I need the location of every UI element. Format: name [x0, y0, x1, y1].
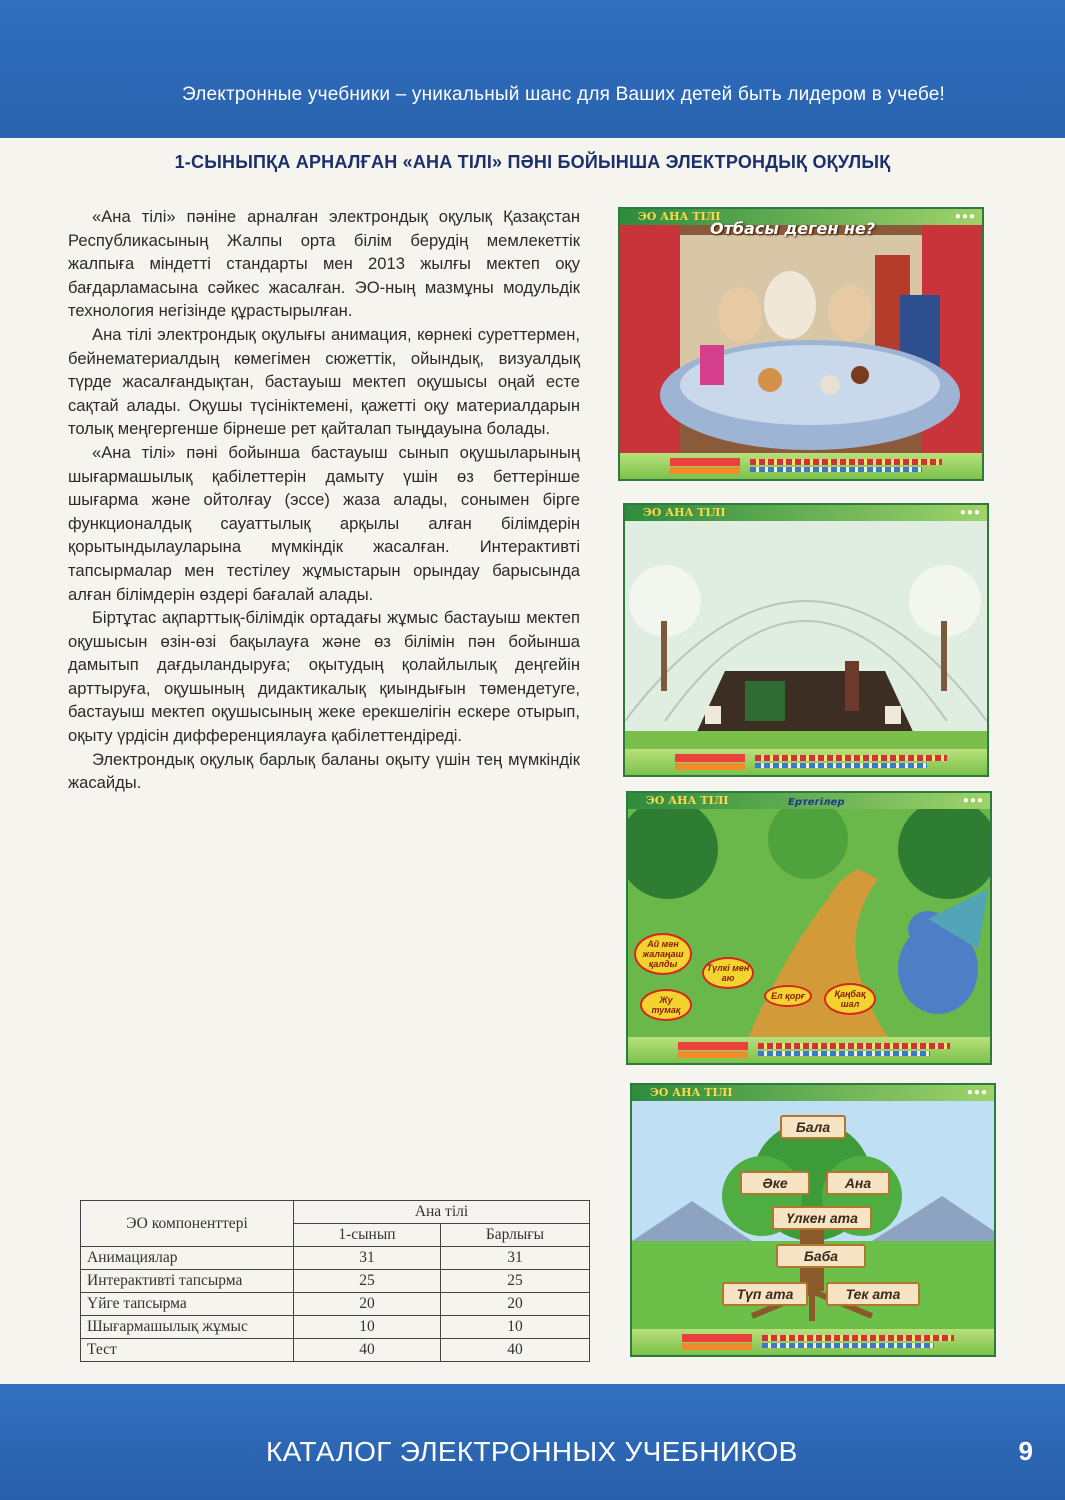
screenshot-family-tree — [630, 1083, 996, 1357]
table-row — [81, 1293, 590, 1316]
tree-node-tek-ata[interactable]: Тек ата — [826, 1282, 920, 1306]
col-header-grade: 1-сынып — [294, 1224, 441, 1247]
table-header-row — [81, 1201, 590, 1224]
tale-bubble[interactable]: Ай мен жалаңаш қалды — [634, 933, 692, 975]
top-banner — [0, 0, 1065, 138]
row-grade: 40 — [294, 1339, 441, 1362]
family-caption: Отбасы деген не? — [710, 219, 876, 238]
tree-node-ake[interactable]: Әке — [740, 1171, 810, 1195]
tree-node-ana[interactable]: Ана — [826, 1171, 890, 1195]
screenshot-family — [618, 207, 984, 481]
row-total: 10 — [440, 1316, 589, 1339]
bottom-banner — [0, 1384, 1065, 1500]
app-footer — [628, 1037, 990, 1063]
components-table — [80, 1200, 590, 1362]
tree-node-tup-ata[interactable]: Түп ата — [722, 1282, 808, 1306]
paragraph: «Ана тілі» пәні бойынша бастауыш сынып оқушыларының шығармашылық қабілеттерін дамыту үшін өз беттерінше шығарма және ойтолғау (эссе) жаза алады, сонымен бірге функционалдық сауаттылық арқылы алған білімдерін қорытындылауларына мүмкіндік жасалған. Интерактивті тапсырмалар мен тестілеу жұмыстарын орындау барысында алған білімдерін өздері бағалай алады. — [68, 442, 580, 604]
row-name: Үйге тапсырма — [81, 1293, 294, 1316]
app-footer — [632, 1329, 994, 1355]
tree-node-bala[interactable]: Бала — [780, 1115, 846, 1139]
screenshot-fairytales — [626, 791, 992, 1065]
window-controls-icon: ●●● — [962, 795, 984, 806]
app-footer — [620, 453, 982, 479]
row-name: Шығармашылық жұмыс — [81, 1316, 294, 1339]
greenhouse-illustration — [625, 521, 987, 749]
catalog-title: КАТАЛОГ ЭЛЕКТРОННЫХ УЧЕБНИКОВ — [266, 1436, 798, 1467]
table-row — [81, 1270, 590, 1293]
tale-bubble[interactable]: Жу тумақ — [640, 989, 692, 1021]
fairytale-caption: Ертегілер — [788, 797, 845, 808]
row-total: 40 — [440, 1339, 589, 1362]
app-title: ЭО АНА ТІЛІ — [646, 794, 729, 807]
app-title: ЭО АНА ТІЛІ — [643, 506, 726, 519]
window-controls-icon: ●●● — [959, 507, 981, 518]
row-total: 31 — [440, 1247, 589, 1270]
paragraph: Ана тілі электрондық оқулығы анимация, көрнекі суреттермен, бейнематериалдың көмегімен сюжеттік, ойындық, визуалдық түрде жасалғандықтан, бастауыш мектеп оқушысы оңай есте сақтай алады. Оқушы түсініктемені, қажетті оқу материалдарын толық меңгергенше бірнеше рет қайталап тыңдауына болады. — [68, 324, 580, 439]
row-name: Тест — [81, 1339, 294, 1362]
col-header-total: Барлығы — [440, 1224, 589, 1247]
family-scene-illustration — [620, 225, 982, 453]
body-text — [68, 205, 580, 795]
row-total: 25 — [440, 1270, 589, 1293]
slogan: Электронные учебники – уникальный шанс для Ваших детей быть лидером в учебе! — [181, 84, 945, 105]
row-grade: 20 — [294, 1293, 441, 1316]
table-row — [81, 1247, 590, 1270]
paragraph: Біртұтас ақпарттық-білімдік ортадағы жұмыс бастауыш мектеп оқушысын өзін-өзі бақылауға және өз білімін пән бойынша дамытып дағдыландыруға; оқытудың қолайлылық деңгейін арттыруға, оқушының дидактикалық қиындығын төмендетуге, бастауыш мектеп оқушысының жеке ерекшелігін ескере отырып, оқыту үрдісін дифференциялауға қабілеттендіреді. — [68, 608, 580, 746]
window-controls-icon: ●●● — [966, 1087, 988, 1098]
row-total: 20 — [440, 1293, 589, 1316]
tree-node-ulken-ata[interactable]: Үлкен ата — [772, 1206, 872, 1230]
table-row — [81, 1316, 590, 1339]
row-grade: 25 — [294, 1270, 441, 1293]
page-number: 9 — [1018, 1436, 1033, 1466]
page-title: 1-СЫНЫПҚА АРНАЛҒАН «АНА ТІЛІ» ПӘНІ БОЙЫНША ЭЛЕКТРОНДЫҚ ОҚУЛЫҚ — [174, 152, 891, 172]
col-header-component: ЭО компоненттері — [81, 1201, 294, 1247]
app-title: ЭО АНА ТІЛІ — [650, 1086, 733, 1099]
table-row — [81, 1339, 590, 1362]
screenshot-greenhouse — [623, 503, 989, 777]
paragraph: Электрондық оқулық барлық баланы оқыту үшін тең мүмкіндік жасайды. — [68, 749, 580, 793]
tale-bubble[interactable]: Ел қорғ — [764, 985, 812, 1007]
row-name: Анимациялар — [81, 1247, 294, 1270]
app-title: ЭО АНА ТІЛІ — [638, 210, 721, 223]
app-titlebar — [625, 505, 987, 521]
col-header-subject: Ана тілі — [294, 1201, 590, 1224]
app-titlebar — [632, 1085, 994, 1101]
row-name: Интерактивті тапсырма — [81, 1270, 294, 1293]
tale-bubble[interactable]: Қаңбақ шал — [824, 983, 876, 1015]
tree-node-baba[interactable]: Баба — [776, 1244, 866, 1268]
window-controls-icon: ●●● — [954, 211, 976, 222]
row-grade: 10 — [294, 1316, 441, 1339]
paragraph: «Ана тілі» пәніне арналған электрондық оқулық Қазақстан Республикасының Жалпы орта білім берудің мемлекеттік жалпыға міндетті стандарты мен 2013 жылғы мектеп оқу бағдарламасына сәйкес жасалған. ЭО-ның мазмұны модульдік технология негізінде құрастырылған. — [68, 207, 580, 321]
row-grade: 31 — [294, 1247, 441, 1270]
tale-bubble[interactable]: Түлкі мен аю — [702, 957, 754, 989]
app-footer — [625, 749, 987, 775]
